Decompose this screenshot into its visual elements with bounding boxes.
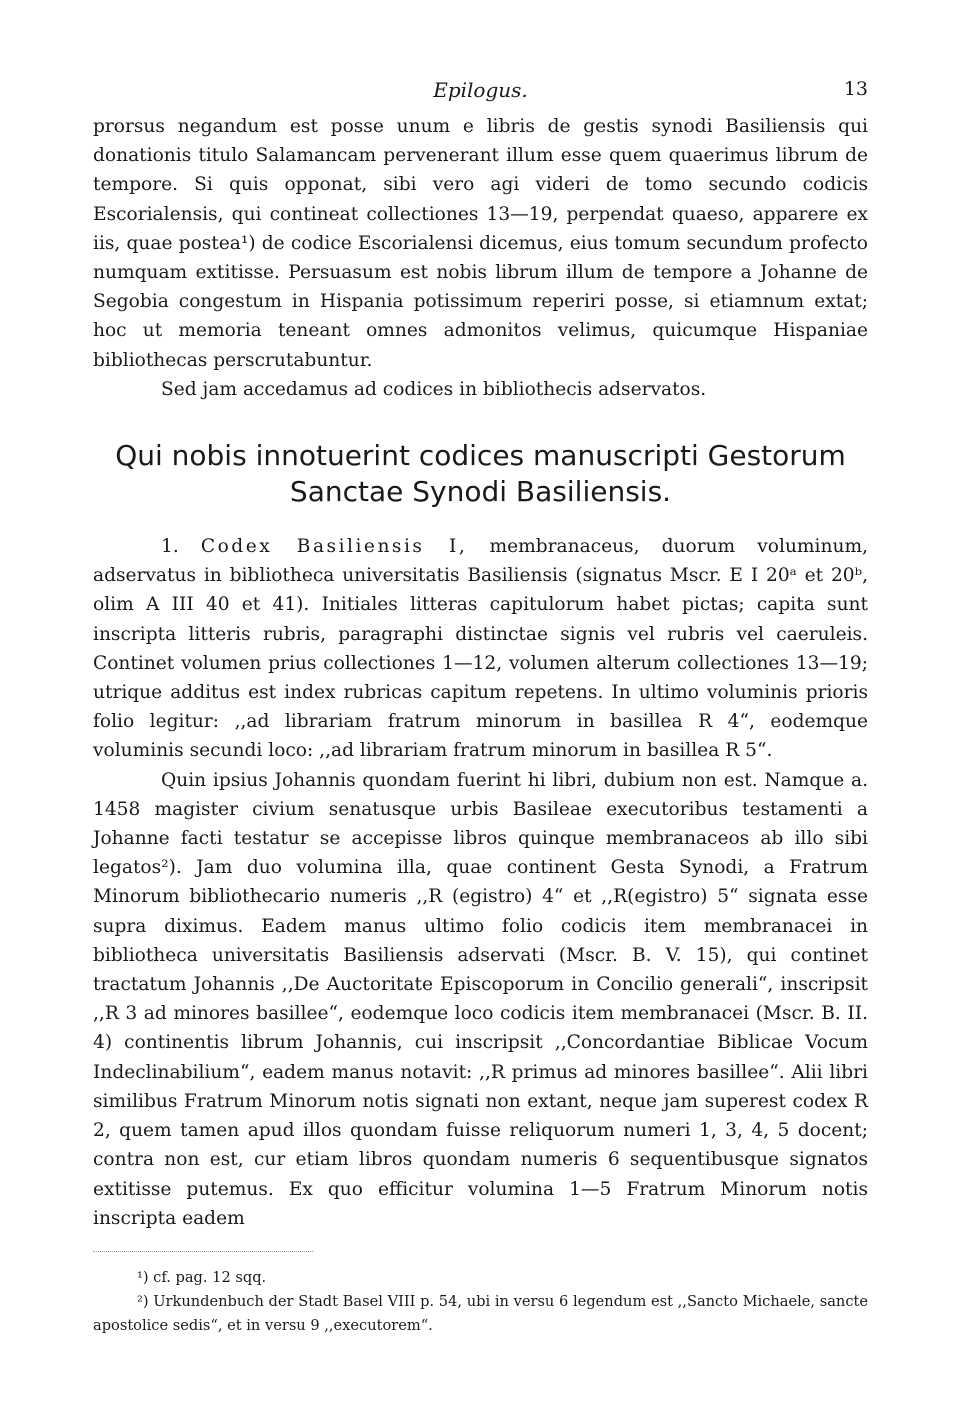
paragraph-4: Quin ipsius Johannis quondam fuerint hi libri, dubium non est. Namque a. 1458 magister civium senatusque urbis Basileae executoribus testamenti a Johanne facti testatur se accepisse libros quinque membranaceos ab illo sibi legatos²). Jam duo volumina illa, quae continent Gesta Synodi, a Fratrum Minorum bibliothecario numeris ,,R (egistro) 4“ et ,,R(egistro) 5“ signata esse supra diximus. Eadem manus ultimo folio codicis item membranacei in bibliotheca universitatis Basiliensis adservati (Mscr. B. V. 15), qui continet tractatum Johannis ,,De Auctoritate Episcoporum in Concilio generali“, inscripsit ,,R 3 ad minores basillee“, eodemque loco codicis item membranacei (Mscr. B. II. 4) continentis librum Johannis, cui inscripsit ,,Concordantiae Biblicae Vocum Indeclinabilium“, eadem manus notavit: ,,R primus ad minores basillee“. Alii libri similibus Fratrum Minorum notis signati non extant, neque jam superest codex R 2, quem tamen apud illos quondam fuisse reliquorum numeri 1, 3, 4, 5 docent; contra non est, cur etiam libros quondam numeris 6 sequentibusque signatos extitisse putemus. Ex quo efficitur volumina 1—5 Fratrum Minorum notis inscripta eadem [93, 769, 868, 1229]
footnote-2: ²) Urkundenbuch der Stadt Basel VIII p. 54, ubi in versu 6 legendum est ,,Sancto Michaele, sancte apostolice sedis“, et in versu 9 ,,executorem“. [93, 1292, 868, 1334]
running-head: Epilogus. [433, 78, 528, 102]
paragraph-1: prorsus negandum est posse unum e libris de gestis synodi Basiliensis qui donationis titulo Salamancam pervenerant illum esse quem quaerimus librum de tempore. Si quis opponat, sibi vero agi videri de tomo secundo codicis Escorialensis, qui contineat collectiones 13—19, perpendat quaeso, apparere ex iis, quae postea¹) de codice Escorialensi dicemus, eius tomum secundum profecto numquam extitisse. Persuasum est nobis librum illum de tempore a Johanne de Segobia congestum in Hispania potissimum reperiri posse, si etiamnum extat; hoc ut memoria teneant omnes admonitos velimus, quicumque Hispaniae bibliothecas perscrutabuntur. [93, 116, 868, 371]
footnotes [93, 1266, 868, 1338]
item-number: 1. [161, 536, 179, 558]
section-heading-line-1: Qui nobis innotuerint codices manuscripti Gestorum [115, 439, 846, 473]
paragraph-3 [93, 532, 868, 766]
paragraph-2: Sed jam accedamus ad codices in bibliothecis adservatos. [161, 378, 707, 400]
footnote-1: ¹) cf. pag. 12 sqq. [137, 1268, 267, 1286]
page-header [93, 72, 868, 112]
page [93, 72, 868, 1338]
paragraph-3-text: membranaceus, duorum voluminum, adservatus in bibliotheca universitatis Basiliensis (signatus Mscr. E I 20ᵃ et 20ᵇ, olim A III 40 et 41). Initiales litteras capitulorum habet pictas; capita sunt inscripta litteris rubris, paragraphi distinctae signis vel rubris vel caeruleis. Continet volumen prius collectiones 1—12, volumen alterum collectiones 13—19; utrique additus est index rubricas capitum repetens. In ultimo voluminis prioris folio legitur: ,,ad librariam fratrum minorum in basillea R 4“, eodemque voluminis secundi loco: ,,ad librariam fratrum minorum in basillea R 5“. [93, 536, 868, 762]
section-heading-line-2: Sanctae Synodi Basiliensis. [289, 475, 672, 509]
section-heading [93, 438, 868, 510]
page-number: 13 [843, 78, 868, 100]
codex-name: Codex Basiliensis I, [200, 536, 468, 558]
footnote-divider [93, 1251, 313, 1252]
